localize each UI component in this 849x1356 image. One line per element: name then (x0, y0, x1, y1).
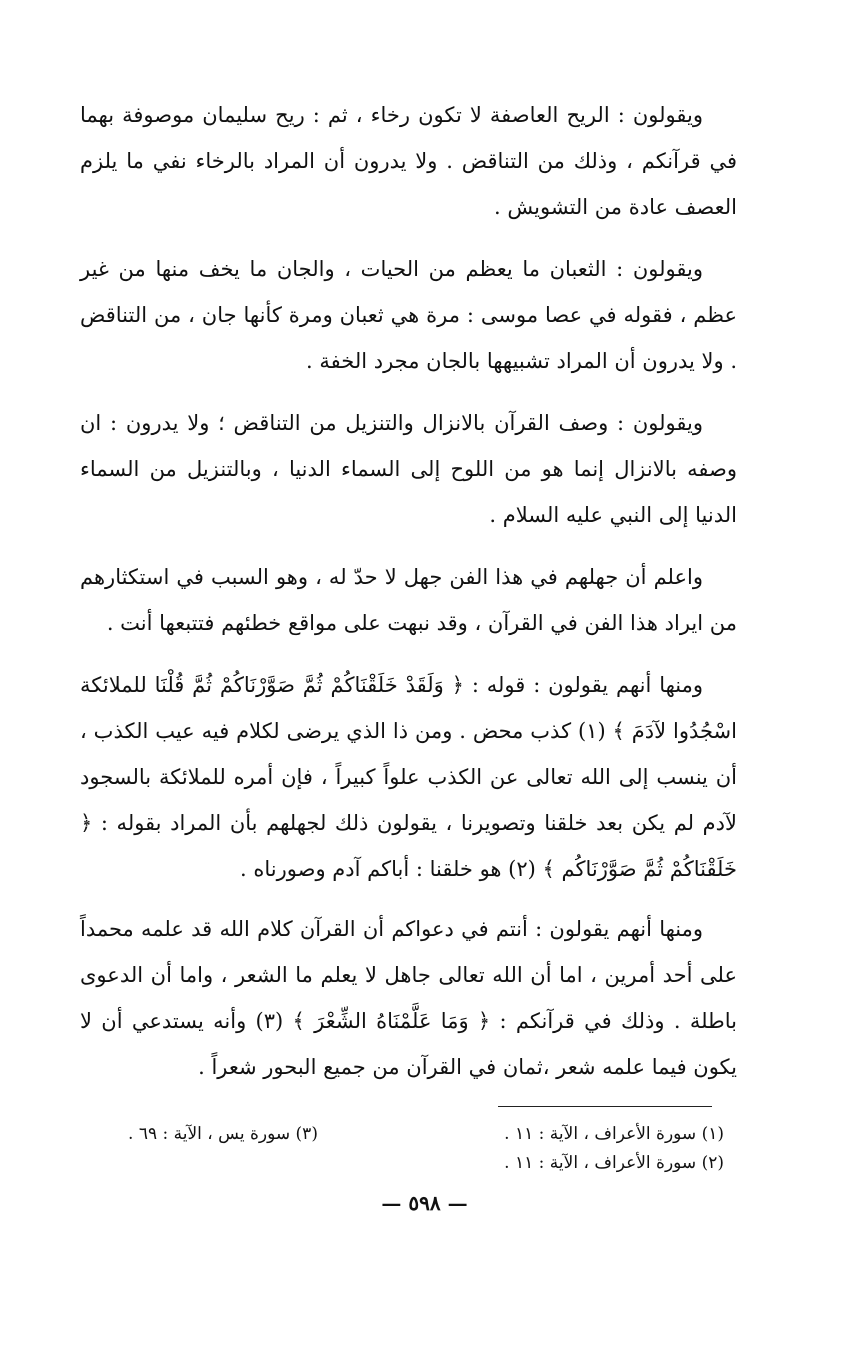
paragraph-revelation: ويقولون : وصف القرآن بالانزال والتنزيل من التناقض ؛ ولا يدرون : ان وصفه بالانزال إنما هو من اللوح إلى السماء الدنيا ، وبالتنزيل من السماء الدنيا إلى النبي عليه السلام . (80, 411, 737, 527)
paragraph-serpent: ويقولون : الثعبان ما يعظم من الحيات ، والجان ما يخف منها من غير عظم ، فقوله في عصا موسى : مرة هي ثعبان ومرة كأنها جان ، من التناقض . ولا يدرون أن المراد تشبيهها بالجان مجرد الخفة . (80, 257, 737, 373)
paragraph-poetry: ومنها أنهم يقولون : أنتم في دعواكم أن القرآن كلام الله قد علمه محمداً على أحد أمرين ، اما أن الله تعالى جاهل لا يعلم ما الشعر ، واما أن الدعوى باطلة . وذلك في قرآنكم : ﴿ وَمَا عَلَّمْنَاهُ الشِّعْرَ ﴾ (٣) وأنه يستدعي أن لا يكون فيما علمه شعر ،ثمان في القرآن من جميع البحور شعراً . (80, 917, 737, 1079)
paragraph-creation: ومنها أنهم يقولون : قوله : ﴿ وَلَقَدْ خَلَقْنَاكُمْ ثُمَّ صَوَّرْنَاكُمْ ثُمَّ قُلْنَا للملائكة اسْجُدُوا لآدَمَ ﴾ (١) كذب محض . ومن ذا الذي يرضى لكلام فيه عيب الكذب ، أن ينسب إلى الله تعالى عن الكذب علواً كبيراً ، فإن أمره للملائكة بالسجود لآدم لم يكن بعد خلقنا وتصويرنا ، يقولون ذلك لجهلهم بأن المراد بقوله : ﴿ خَلَقْنَاكُمْ ثُمَّ صَوَّرْنَاكُم ﴾ (٢) هو خلقنا : أباكم آدم وصورناه . (80, 673, 737, 881)
footnote-3: (٣) سورة يس ، الآية : ٦٩ . (128, 1124, 318, 1144)
footnote-row-2 (128, 1149, 724, 1178)
main-text (80, 92, 737, 1090)
footnotes (128, 1120, 724, 1178)
footnote-divider (498, 1106, 712, 1107)
footnote-1: (١) سورة الأعراف ، الآية : ١١ . (504, 1124, 724, 1144)
footnote-row-1 (128, 1120, 724, 1149)
paragraph-wind: ويقولون : الريح العاصفة لا تكون رخاء ، ثم : ريح سليمان موصوفة بهما في قرآنكم ، وذلك من التناقض . ولا يدرون أن المراد بالرخاء نفي ما يلزم العصف عادة من التشويش . (80, 103, 737, 219)
paragraph-ignorance: واعلم أن جهلهم في هذا الفن جهل لا حدّ له ، وهو السبب في استكثارهم من ايراد هذا الفن في القرآن ، وقد نبهت على مواقع خطئهم فتتبعها أنت . (80, 565, 737, 635)
page-number: — ٥٩٨ — (381, 1191, 468, 1215)
footnote-2: (٢) سورة الأعراف ، الآية : ١١ . (504, 1153, 724, 1173)
